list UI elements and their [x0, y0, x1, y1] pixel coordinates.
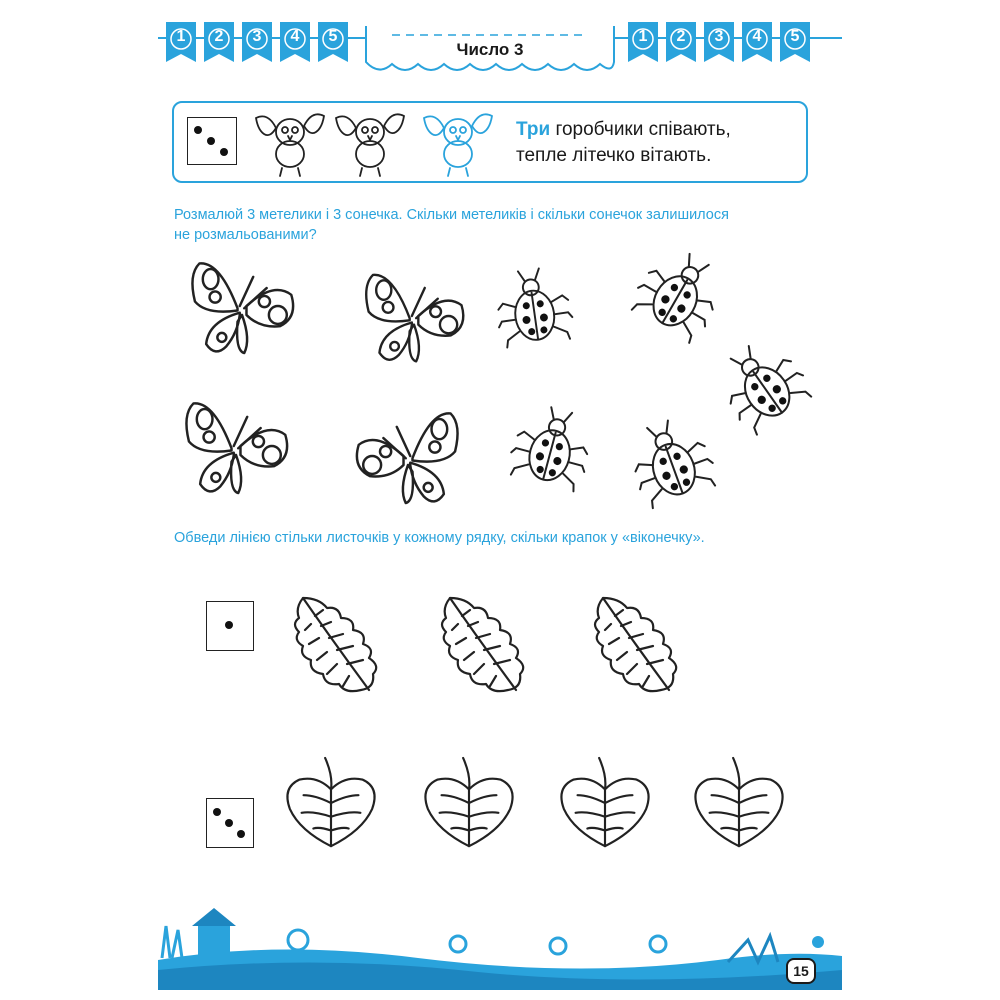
- linden-leaf-icon: [690, 740, 788, 870]
- number-flag: [704, 22, 734, 62]
- dice-three-row2: [206, 798, 254, 848]
- number-flags-left: [166, 22, 356, 72]
- flag-number: 1: [638, 28, 648, 45]
- flag-number: 1: [176, 28, 186, 45]
- oak-leaf-icon: [285, 574, 385, 714]
- flag-number: 5: [790, 28, 800, 45]
- linden-leaf-icon: [282, 740, 380, 870]
- poem-text: [516, 117, 731, 169]
- flag-number: 4: [290, 28, 300, 45]
- butterfly-icon: [180, 390, 292, 502]
- number-flag: [280, 22, 310, 62]
- ladybug-icon: [506, 402, 596, 498]
- oak-leaf-icon: [585, 574, 685, 714]
- dice-three: [187, 117, 237, 165]
- poem-line-2: тепле літечко вітають.: [516, 145, 712, 166]
- flag-number: 2: [214, 28, 224, 45]
- footer-decoration: [158, 900, 842, 990]
- butterfly-icon: [186, 250, 298, 362]
- page-number: 15: [786, 958, 816, 984]
- number-flag: [204, 22, 234, 62]
- task-2-instruction: Обведи лінією стільки листочків у кожному рядку, скільки крапок у «віконечку».: [174, 530, 705, 546]
- page-title: Число 3: [456, 40, 524, 59]
- number-flag: [742, 22, 772, 62]
- number-flag: [166, 22, 196, 62]
- dice-one: [206, 601, 254, 651]
- task-1-instruction: [174, 205, 824, 245]
- sparrow-icon: [330, 108, 410, 178]
- poem-highlight: Три: [516, 119, 551, 140]
- flag-number: 2: [676, 28, 686, 45]
- butterfly-icon: [360, 262, 468, 370]
- task-1-line-2: не розмальованими?: [174, 227, 317, 243]
- oak-leaf-icon: [432, 574, 532, 714]
- flag-number: 5: [328, 28, 338, 45]
- linden-leaf-icon: [420, 740, 518, 870]
- flag-number: 3: [714, 28, 724, 45]
- poem-line-1: горобчики співають,: [550, 119, 731, 140]
- ladybug-icon: [632, 250, 724, 342]
- number-flag: [780, 22, 810, 62]
- number-flag: [666, 22, 696, 62]
- number-flags-right: [628, 22, 818, 72]
- ladybug-icon: [626, 418, 718, 510]
- number-flag: [628, 22, 658, 62]
- butterfly-icon: [352, 400, 464, 512]
- linden-leaf-icon: [556, 740, 654, 870]
- sparrow-icon: [250, 108, 330, 178]
- number-flag: [242, 22, 272, 62]
- task-1-line-1: Розмалюй 3 метелики і 3 сонечка. Скільки метеликів і скільки сонечок залишилося: [174, 207, 729, 223]
- flag-number: 4: [752, 28, 762, 45]
- ladybug-icon: [718, 340, 810, 434]
- flag-number: 3: [252, 28, 262, 45]
- sparrow-icon: [418, 108, 498, 178]
- ladybug-icon: [490, 262, 578, 358]
- number-flag: [318, 22, 348, 62]
